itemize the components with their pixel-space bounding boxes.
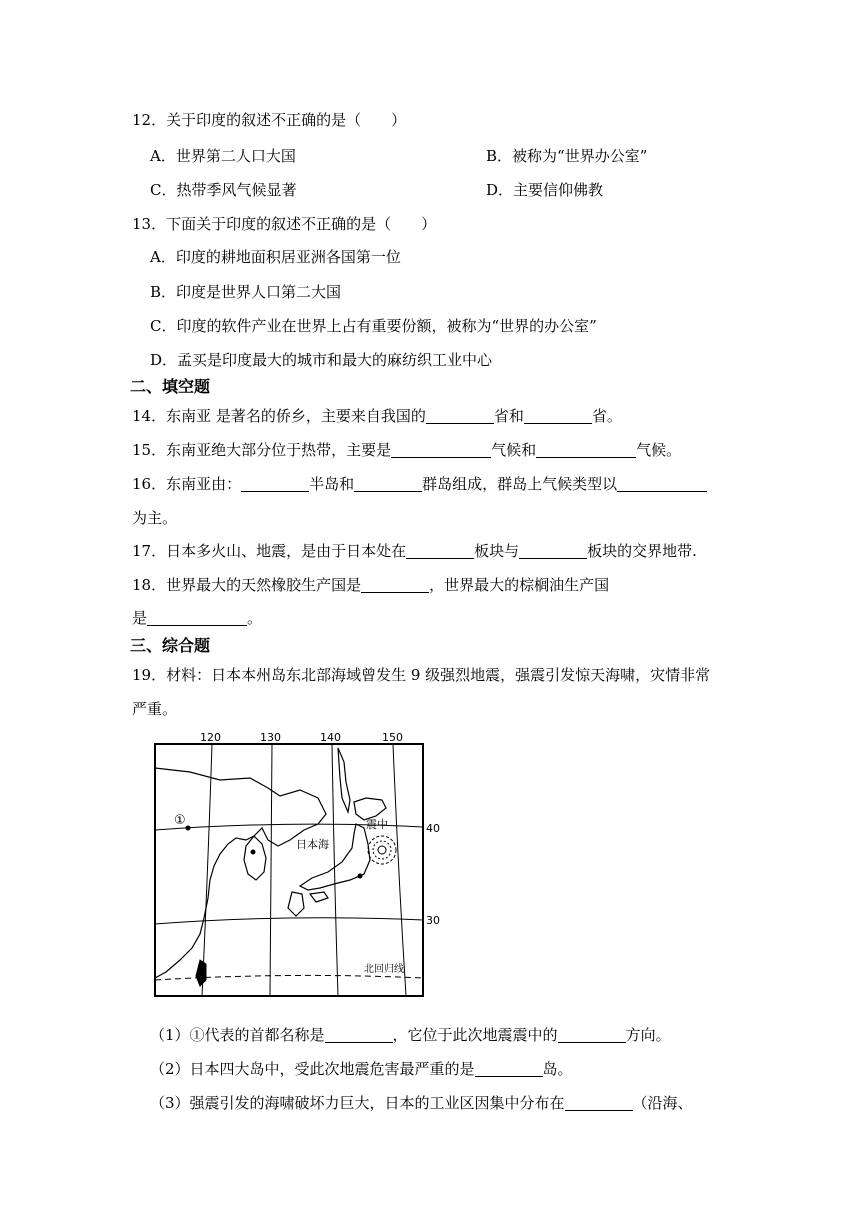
meridian-120 — [202, 744, 212, 996]
q14: 14．东南亚 是著名的侨乡，主要来自我国的 省和 省。 — [132, 407, 622, 425]
q19-sub3-blank[interactable] — [565, 1094, 633, 1111]
q15: 15．东南亚绝大部分位于热带，主要是 气候和 气候。 — [132, 441, 682, 459]
q16: 16．东南亚由： 半岛和 群岛组成，群岛上气候类型以 — [132, 474, 707, 494]
sea-of-japan-label: 日本海 — [296, 838, 329, 851]
epicenter-ring-inner — [378, 846, 386, 854]
mainland-coastline — [155, 768, 326, 978]
marker-1-dot — [186, 826, 191, 831]
marker-1-label: ① — [174, 813, 186, 828]
map-frame — [155, 744, 423, 996]
q13-option-c: C．印度的软件产业在世界上占有重要份额，被称为“世界的办公室” — [150, 317, 597, 335]
q19-sub1: （1）①代表的首都名称是 ，它位于此次地震震中的 方向。 — [150, 1026, 671, 1044]
q16-blank-1[interactable] — [241, 475, 309, 492]
q19-sub2-blank[interactable] — [475, 1060, 543, 1077]
q18: 18．世界最大的天然橡胶生产国是 ，世界最大的棕榈油生产国 — [132, 576, 610, 594]
q14-blank-1[interactable] — [426, 407, 494, 424]
tropic-of-cancer — [155, 975, 423, 980]
epicenter-ring-middle — [373, 841, 391, 859]
q13-option-d: D．孟买是印度最大的城市和最大的麻纺织工业中心 — [150, 351, 493, 369]
meridian-150 — [393, 744, 406, 996]
sakhalin-island — [338, 748, 350, 812]
lon-label-120: 120 — [200, 731, 221, 744]
q16-blank-2[interactable] — [354, 475, 422, 492]
q17-blank-2[interactable] — [519, 542, 587, 559]
q12-option-d: D．主要信仰佛教 — [486, 181, 604, 199]
kyushu-island — [288, 892, 304, 916]
lon-label-130: 130 — [260, 731, 281, 744]
meridian-130 — [270, 744, 272, 996]
section-title-comprehensive: 三、综合题 — [130, 636, 211, 655]
q12-option-c: C．热带季风气候显著 — [150, 181, 297, 199]
q19-sub1-blank-1[interactable] — [325, 1026, 393, 1043]
shikoku-island — [310, 892, 328, 902]
seoul-dot — [251, 850, 256, 855]
q19-sub3: （3）强震引发的海啸破坏力巨大，日本的工业区因集中分布在 （沿海、 — [150, 1094, 693, 1112]
q16-blank-3[interactable] — [617, 475, 707, 492]
korean-peninsula — [244, 836, 266, 880]
q12-option-a: A．世界第二人口大国 — [150, 147, 296, 165]
q13-option-b: B．印度是世界人口第二大国 — [150, 283, 342, 301]
tropic-label: 北回归线 — [364, 964, 404, 975]
q13-option-a: A．印度的耕地面积居亚洲各国第一位 — [150, 248, 401, 266]
tokyo-dot — [358, 874, 363, 879]
q15-blank-1[interactable] — [391, 441, 491, 458]
epicenter-label: 震中 — [366, 818, 388, 831]
q18-continued: 是 。 — [132, 609, 263, 627]
lon-label-150: 150 — [382, 731, 403, 744]
section-title-fill-in: 二、填空题 — [130, 377, 211, 396]
q19-material-line1: 19．材料：日本本州岛东北部海域曾发生 9 级强烈地震，强震引发惊天海啸，灾情非常 — [132, 666, 711, 684]
q18-blank-2[interactable] — [147, 609, 247, 626]
q19-material-line2: 严重。 — [132, 700, 178, 718]
q19-sub2: （2）日本四大岛中，受此次地震危害最严重的是 岛。 — [150, 1060, 573, 1078]
q17: 17．日本多火山、地震，是由于日本处在 板块与 板块的交界地带. — [132, 542, 697, 560]
q12-stem: 12．关于印度的叙述不正确的是（ ） — [132, 111, 407, 129]
q18-blank-1[interactable] — [361, 576, 429, 593]
epicenter-ring-outer — [368, 836, 396, 864]
parallel-30 — [155, 918, 423, 924]
q14-blank-2[interactable] — [524, 407, 592, 424]
q17-blank-1[interactable] — [406, 542, 474, 559]
q12-option-b: B．被称为“世界办公室” — [486, 147, 648, 165]
hokkaido-island — [354, 798, 386, 820]
q19-sub1-blank-2[interactable] — [558, 1026, 626, 1043]
lat-label-30: 30 — [426, 914, 440, 927]
q16-continued: 为主。 — [132, 509, 178, 527]
lat-label-40: 40 — [426, 822, 440, 835]
meridian-140 — [332, 744, 338, 996]
q15-blank-2[interactable] — [536, 441, 636, 458]
lon-label-140: 140 — [320, 731, 341, 744]
taiwan-island — [196, 960, 206, 986]
japan-region-map — [150, 728, 440, 1000]
q13-stem: 13．下面关于印度的叙述不正确的是（ ） — [132, 215, 437, 233]
